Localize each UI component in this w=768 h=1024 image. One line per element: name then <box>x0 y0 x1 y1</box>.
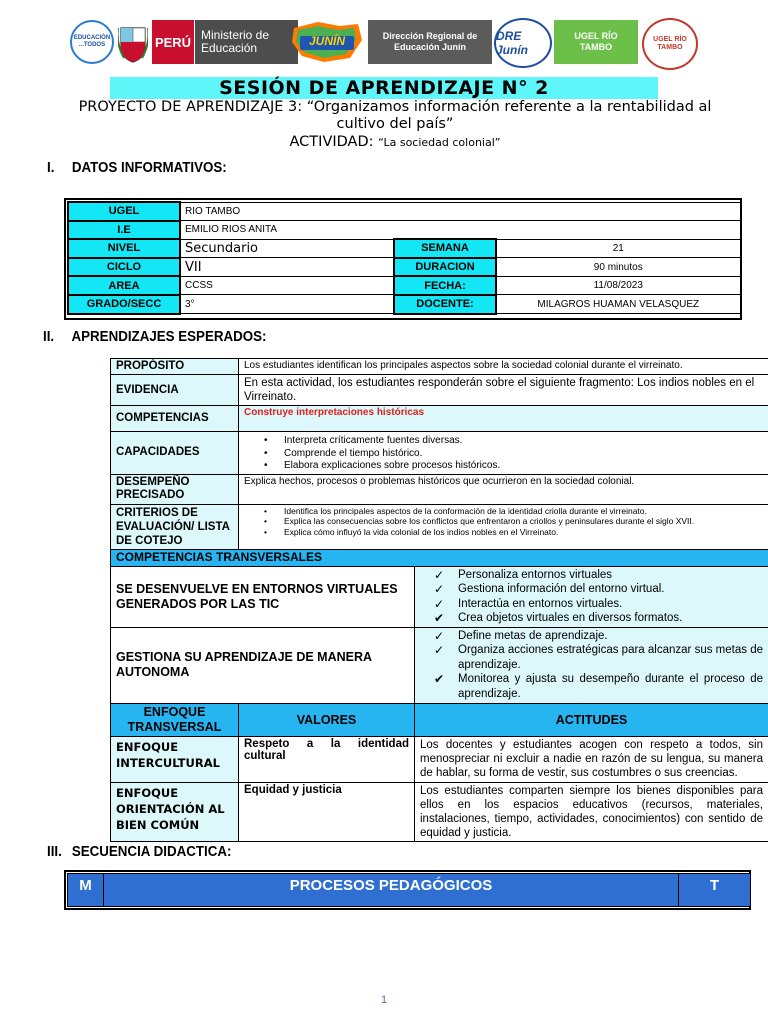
junin-regional-logo <box>288 18 366 66</box>
dre-junin-logo <box>494 18 552 68</box>
table-row <box>111 359 768 375</box>
grado-value: 3° <box>180 295 394 314</box>
table-row <box>68 295 740 314</box>
ugel-round-text: UGEL RÍO TAMBO <box>653 36 687 51</box>
check-item-text: Organiza acciones estratégicas para alcanzar sus metas de aprendizaje. <box>458 644 763 671</box>
enfoque-header: ENFOQUE TRANSVERSAL <box>111 703 239 736</box>
ie-value: EMILIO RIOS ANITA <box>180 221 740 240</box>
table-row <box>111 782 768 841</box>
nivel-value: Secundario <box>180 239 394 258</box>
enfoque-bien-comun: ENFOQUE ORIENTACIÓN AL BIEN COMÚN <box>111 782 239 841</box>
list-item <box>434 582 763 597</box>
check-item-text: Define metas de aprendizaje. <box>458 629 608 642</box>
ministerio-logo <box>194 20 298 64</box>
autonoma-competence-label: GESTIONA SU APRENDIZAJE DE MANERA AUTONOMA <box>111 627 415 703</box>
desempeno-label: DESEMPEÑO PRECISADO <box>111 474 239 504</box>
semana-value: 21 <box>496 239 740 258</box>
list-item <box>434 597 763 612</box>
actitud-bien-comun: Los estudiantes comparten siempre los bienes disponibles para ellos en los espacios educativos (recursos, materiales, instalaciones, tiempo, actividades, conocimientos) con sentido de equidad y justicia. <box>415 782 768 841</box>
section-number: I. <box>47 160 55 176</box>
list-item: • Interpreta críticamente fuentes diversas. <box>264 435 763 448</box>
activity-line <box>60 134 730 150</box>
momento-header: M <box>68 874 104 907</box>
table-row <box>111 703 768 736</box>
check-icon: ✔ <box>434 672 445 686</box>
competencias-value <box>239 406 768 432</box>
table-row <box>111 566 768 627</box>
table-row <box>68 202 740 221</box>
duracion-value: 90 minutos <box>496 258 740 277</box>
datos-informativos-table <box>64 198 742 320</box>
tiempo-header: T <box>679 874 751 907</box>
ugel-banner <box>554 20 638 64</box>
table-row <box>111 406 768 432</box>
semana-label: SEMANA <box>394 239 496 258</box>
drejunin-text: DRE Junín <box>496 29 528 57</box>
area-value: CCSS <box>180 276 394 295</box>
ugel-rio-tambo-logo <box>642 18 698 70</box>
ministerio-text: Ministerio de Educación <box>201 28 270 55</box>
section-title: APRENDIZAJES ESPERADOS: <box>71 329 267 345</box>
nivel-label: NIVEL <box>68 239 180 258</box>
dre-junin-banner <box>368 20 492 64</box>
section-datos-heading <box>47 160 227 176</box>
capacidades-label: CAPACIDADES <box>111 432 239 475</box>
proposito-value: Los estudiantes identifican los principales aspectos sobre la sociedad colonial durante el virreinato. <box>239 359 768 375</box>
tic-competence-label: SE DESENVUELVE EN ENTORNOS VIRTUALES GENERADOS POR LAS TIC <box>111 566 415 627</box>
activity-value: “La sociedad colonial” <box>378 136 501 149</box>
list-item <box>434 629 763 644</box>
ugel-label: UGEL <box>68 202 180 221</box>
table-row <box>111 375 768 406</box>
ciclo-label: CICLO <box>68 258 180 277</box>
autonoma-capacities <box>415 627 768 703</box>
duracion-label: DURACION <box>394 258 496 277</box>
session-title: SESIÓN DE APRENDIZAJE N° 2 <box>219 77 549 99</box>
list-item <box>434 643 763 672</box>
dre-text: Dirección Regional de Educación Junín <box>382 31 478 52</box>
table-row <box>111 432 768 475</box>
check-icon: ✓ <box>434 643 445 657</box>
fecha-value: 11/08/2023 <box>496 276 740 295</box>
table-row <box>68 239 740 258</box>
section-aprendizajes-heading <box>43 329 266 345</box>
check-icon: ✓ <box>434 628 445 643</box>
activity-label: ACTIVIDAD: <box>289 134 374 150</box>
evidencia-label: EVIDENCIA <box>111 375 239 406</box>
proposito-label: PROPÓSITO <box>111 359 239 375</box>
list-item: • Explica las consecuencias sobre los conflictos que enfrentaron a criollos y peninsulares durante el siglo XVII. <box>264 516 763 527</box>
desempeno-value: Explica hechos, procesos o problemas históricos que ocurrieron en la sociedad colonial. <box>239 474 768 504</box>
section-number: II. <box>43 329 55 345</box>
table-row <box>111 549 768 566</box>
list-item: • Elabora explicaciones sobre procesos históricos. <box>264 460 763 473</box>
ciclo-value: VII <box>180 258 394 277</box>
ugel-text: UGEL RÍO TAMBO <box>574 31 618 52</box>
ugel-value: RIO TAMBO <box>180 202 740 221</box>
enfoque-intercultural: ENFOQUE INTERCULTURAL <box>111 736 239 782</box>
check-icon: ✓ <box>434 582 445 596</box>
area-label: AREA <box>68 276 180 295</box>
junin-text: JUNÍN <box>308 34 345 48</box>
capacidades-value <box>239 432 768 475</box>
list-item: • Identifica los principales aspectos de la conformación de la identidad criolla durante el virreinato. <box>264 506 763 517</box>
check-item-text: Monitorea y ajusta su desempeño durante el proceso de aprendizaje. <box>458 673 763 700</box>
procesos-header: PROCESOS PEDAGÓGICOS <box>104 874 679 907</box>
logo-header <box>66 16 706 72</box>
list-item: • Comprende el tiempo histórico. <box>264 448 763 461</box>
check-icon: ✔ <box>434 611 445 625</box>
project-subtitle: PROYECTO DE APRENDIZAJE 3: “Organizamos información referente a la rentabilidad al cultivo del país” <box>78 99 712 132</box>
section-secuencia-heading <box>47 844 231 860</box>
check-item-text: Personaliza entornos virtuales <box>458 568 613 581</box>
table-row <box>111 736 768 782</box>
check-item-text: Gestiona información del entorno virtual. <box>458 583 665 595</box>
list-item <box>434 611 763 626</box>
secuencia-table <box>64 870 751 910</box>
fecha-label: FECHA: <box>394 276 496 295</box>
aprendizajes-table <box>110 358 768 842</box>
check-icon: ✓ <box>434 596 445 611</box>
valor-intercultural: Respeto a la identidad cultural <box>239 736 415 782</box>
actitud-intercultural: Los docentes y estudiantes acogen con respeto a todos, sin menospreciar ni excluir a nadie en razón de su lengua, su manera de hablar, su forma de vestir, sus costumbres o sus creencias. <box>415 736 768 782</box>
ie-label: I.E <box>68 221 180 240</box>
section-title: DATOS INFORMATIVOS: <box>71 160 227 176</box>
list-item <box>434 568 763 583</box>
actitudes-header: ACTITUDES <box>415 703 768 736</box>
docente-label: DOCENTE: <box>394 295 496 314</box>
check-item-text: Interactúa en entornos virtuales. <box>458 597 623 610</box>
criterios-value <box>239 504 768 549</box>
valor-bien-comun: Equidad y justicia <box>239 782 415 841</box>
evidencia-value: En esta actividad, los estudiantes responderán sobre el siguiente fragmento: Los indios nobles en el Virreinato. <box>239 375 768 406</box>
section-title: SECUENCIA DIDACTICA: <box>71 844 232 860</box>
list-item: • Explica cómo influyó la vida colonial de los indios nobles en el Virreinato. <box>264 527 763 538</box>
check-icon: ✓ <box>434 567 445 582</box>
grado-label: GRADO/SECC <box>68 295 180 314</box>
table-row <box>68 874 751 907</box>
table-row <box>111 627 768 703</box>
docente-value: MILAGROS HUAMAN VELASQUEZ <box>496 295 740 314</box>
page-number: 1 <box>380 994 388 1006</box>
table-row <box>68 258 740 277</box>
list-item <box>434 672 763 701</box>
table-row <box>111 474 768 504</box>
table-row <box>68 276 740 295</box>
competencias-transversales-header: COMPETENCIAS TRANSVERSALES <box>111 549 768 566</box>
tic-capacities <box>415 566 768 627</box>
competencia-text: Construye interpretaciones históricas <box>244 407 425 418</box>
table-row <box>111 504 768 549</box>
valores-header: VALORES <box>239 703 415 736</box>
section-number: III. <box>47 844 62 860</box>
peru-text: PERÚ <box>154 34 192 50</box>
table-row <box>68 221 740 240</box>
competencias-label: COMPETENCIAS <box>111 406 239 432</box>
education-for-all-logo <box>70 20 114 64</box>
logo-text: EDUCACIÓN ...TODOS <box>73 35 111 48</box>
check-item-text: Crea objetos virtuales en diversos formatos. <box>458 612 683 624</box>
criterios-label: CRITERIOS DE EVALUACIÓN/ LISTA DE COTEJO <box>111 504 239 549</box>
peru-logo <box>152 20 194 64</box>
peru-coat-of-arms-icon <box>116 22 150 66</box>
